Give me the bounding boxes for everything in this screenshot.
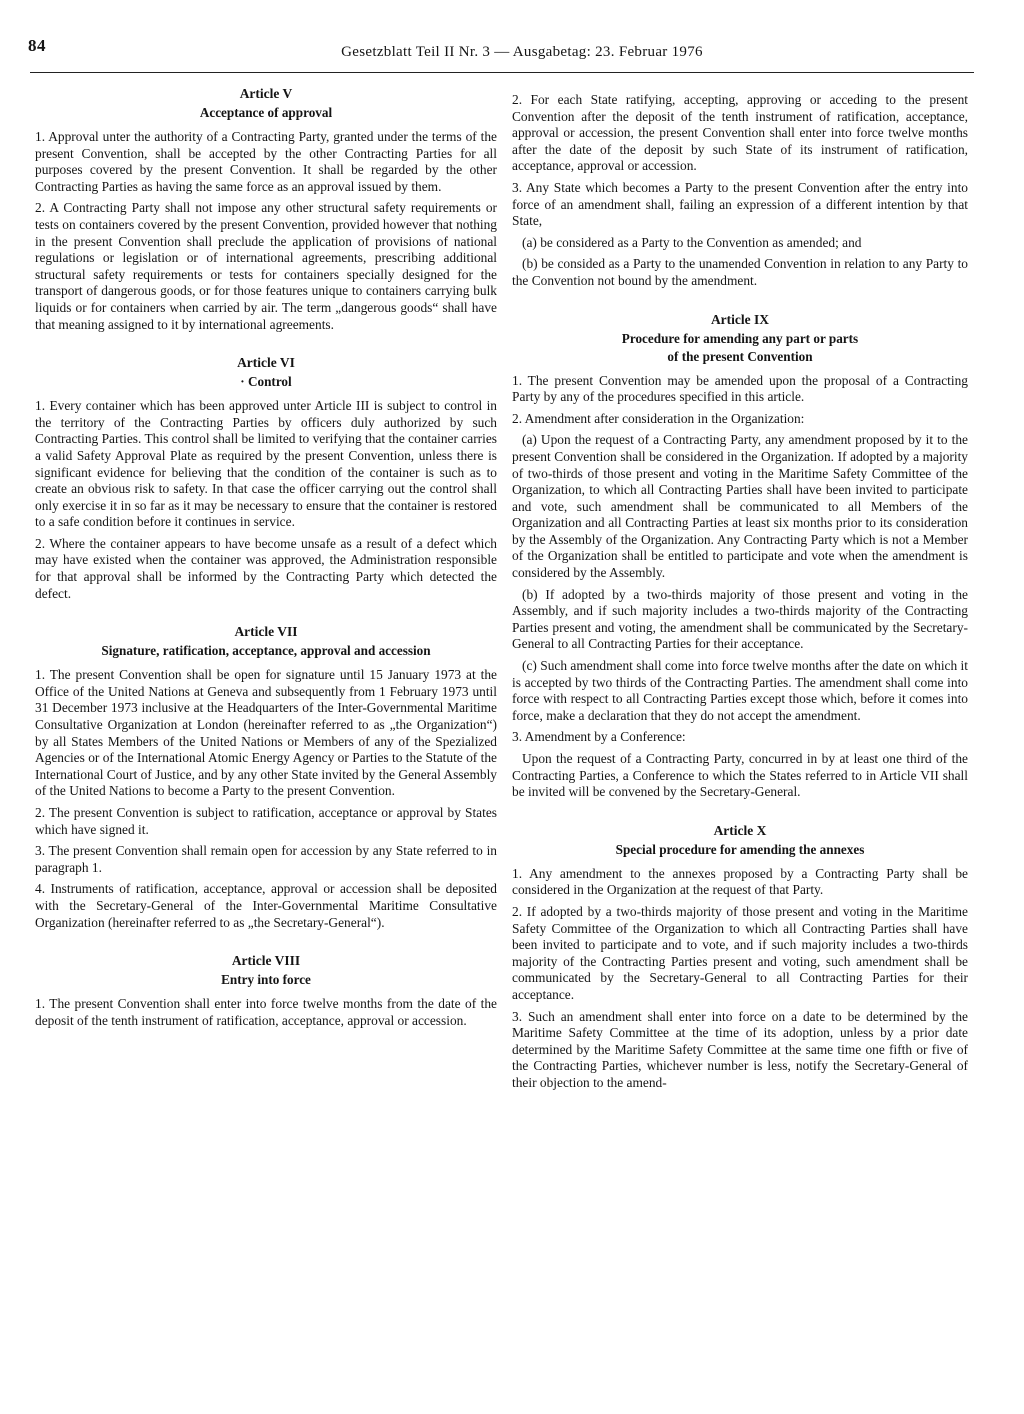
paragraph: 2. A Contracting Party shall not impose any other structural safety requirements or tests on containers covered by the present Convention, provided however that nothing in the present Convention shall preclude the application of provisions of national regulations or legislation or of international agreements, prescribing additional structural safety requirements or tests for containers specially designed for the transport of dangerous goods, or for those features unique to containers carrying bulk liquids or for containers when carried by air. The term „dangerous goods“ shall have that meaning assigned to it by international agreements. [35, 200, 497, 332]
paragraph: 2. If adopted by a two-thirds majority of those present and voting in the Maritime Safety Committee of the Organization to which all Contracting Parties shall have been invited to participate and to vote, and if such majority includes a two-thirds majority of the Contracting Parties present and voting, such amendment shall be communicated by the Secretary-General to all Contracting Parties for their acceptance. [512, 903, 968, 1002]
article-subtitle: Acceptance of approval [199, 105, 333, 120]
article-vii [35, 622, 497, 931]
right-column [512, 92, 968, 1097]
article-x [512, 821, 968, 1092]
paragraph: 4. Instruments of ratification, acceptance, approval or accession shall be deposited with the Secretary-General of the Inter-Governmental Maritime Consultative Organization (hereinafter referred to as „the Secretary-General“). [35, 881, 497, 930]
article-subtitle: · Control [240, 374, 292, 390]
left-column [35, 84, 497, 1034]
article-subtitle: Special procedure for amending the annexes [615, 841, 865, 857]
paragraph: 1. The present Convention shall enter into force twelve months from the date of the deposit of the tenth instrument of ratification, acceptance, approval or accession. [35, 996, 497, 1028]
article-title: Article VI [237, 355, 295, 371]
paragraph: Upon the request of a Contracting Party, concurred in by at least one third of the Contracting Parties, a Conference to which the States referred to in Article VII shall be invited will be convened by the Secretary-General. [512, 751, 968, 800]
article-viii-continued [512, 92, 968, 290]
paragraph: (a) be considered as a Party to the Convention as amended; and [522, 234, 862, 250]
article-subtitle: of the present Convention [667, 348, 813, 364]
paragraph: (a) Upon the request of a Contracting Party, any amendment proposed by it to the present Convention shall be considered in the Organization. If adopted by a majority of two-thirds of those present and voting in the Maritime Safety Committee of the Organization, to which all Contracting Parties shall have been invited to participate and vote, such amendment shall be communicated to all Members of the Organization and all Contracting Parties at least six months prior to its consideration by the Assembly of the Organization. Any Contracting Party which is not a Member of the Organization shall be entitled to participate and vote when the amendment is considered by the Assembly. [512, 432, 968, 581]
article-subtitle: Signature, ratification, acceptance, approval and accession [101, 643, 431, 659]
paragraph: (b) be consided as a Party to the unamended Convention in relation to any Party to the Convention not bound by the amendment. [512, 256, 968, 288]
paragraph: 3. Any State which becomes a Party to the present Convention after the entry into force of an amendment shall, failing an expression of a different intention by that State, [512, 179, 968, 229]
article-ix [512, 310, 968, 801]
article-subtitle: Entry into force [221, 972, 311, 988]
paragraph: 3. Such an amendment shall enter into force on a date to be determined by the Maritime Safety Committee at the time of its adoption, unless by a prior date determined by the Maritime Safety Committee at the same time one fifth or five of the Contracting Parties, whichever number is less, notify the Secretary-General of their objection to the amend- [512, 1008, 968, 1090]
paragraph: 1. The present Convention shall be open for signature until 15 January 1973 at the Office of the United Nations at Geneva and subsequently from 1 February 1973 until 31 December 1973 inclusive at the Headquarters of the Inter-Governmental Maritime Consultative Organization at London (hereinafter referred to as „the Organization“) by all States Members of the United Nations or Members of any of the Spezialized Agencies or of the International Atomic Energy Agency or Parties to the Statute of the International Court of Justice, and by any other State invited by the General Assembly of the United Nations to become a Party to the present Convention. [35, 667, 497, 799]
article-title: Article VII [234, 624, 298, 640]
paragraph: 2. The present Convention is subject to ratification, acceptance or approval by States which have signed it. [35, 805, 497, 837]
paragraph: 1. The present Convention may be amended upon the proposal of a Contracting Party by any of the procedures specified in this article. [512, 372, 968, 405]
paragraph: 2. Amendment after consideration in the Organization: [512, 410, 805, 426]
paragraph: 3. The present Convention shall remain open for accession by any State referred to in paragraph 1. [35, 843, 497, 875]
article-viii [35, 951, 497, 1029]
article-v [35, 84, 497, 333]
article-title: Article IX [710, 311, 770, 327]
paragraph: 1. Any amendment to the annexes proposed by a Contracting Party shall be considered in the Organization at the request of that Party. [512, 865, 968, 898]
article-title: Article X [713, 822, 767, 838]
article-title: Article VIII [231, 953, 301, 969]
paragraph: (c) Such amendment shall come into force twelve months after the date on which it is accepted by two thirds of the Contracting Parties. The amendment shall come into force with respect to all Contracting Parties except those which, before it comes into force, make a declaration that they do not accept the amendment. [512, 658, 968, 723]
paragraph: 2. For each State ratifying, accepting, approving or acceding to the present Convention after the deposit of the tenth instrument of ratification, acceptance, approval or accession, the present Convention shall enter into force twelve months after the date of the deposit by such State of its instrument of ratification, acceptance, approval or accession. [512, 92, 968, 174]
header-rule [30, 72, 974, 73]
paragraph: 1. Approval unter the authority of a Contracting Party, granted under the terms of the present Convention, shall be accepted by the other Contracting Parties for all purposes covered by the present Convention. It shall be regarded by the other Contracting Parties as having the same force as an approval issued by them. [35, 129, 497, 194]
page-number: 84 [28, 36, 46, 55]
paragraph: 3. Amendment by a Conference: [512, 729, 686, 745]
article-subtitle: Procedure for amending any part or parts [621, 330, 859, 346]
paragraph: (b) If adopted by a two-thirds majority of those present and voting in the Assembly, and if such majority includes a two-thirds majority of the Contracting Parties present and voting, the amendment shall be communicated by the Secretary-General to all Contracting Parties for their acceptance. [512, 586, 968, 652]
paragraph: 2. Where the container appears to have become unsafe as a result of a defect which may have existed when the container was approved, the Administration responsible for that approval shall be informed by the Contracting Party which detected the defect. [35, 535, 497, 601]
article-title: Article V [239, 86, 293, 101]
article-vi [35, 353, 497, 602]
paragraph: 1. Every container which has been approved unter Article III is subject to control in the territory of the Contracting Parties by officers duly authorized by such Contracting Parties. This control shall be limited to verifying that the container carries a valid Safety Approval Plate as required by the present Convention, unless there is significant evidence for believing that the condition of the container is such as to create an obvious risk to safety. In that case the officer carrying out the control shall only exercise it in so far as it may be necessary to ensure that the container is restored to a safe condition before it continues in service. [35, 398, 497, 530]
running-header: Gesetzblatt Teil II Nr. 3 — Ausgabetag: 23. Februar 1976 [341, 44, 703, 60]
